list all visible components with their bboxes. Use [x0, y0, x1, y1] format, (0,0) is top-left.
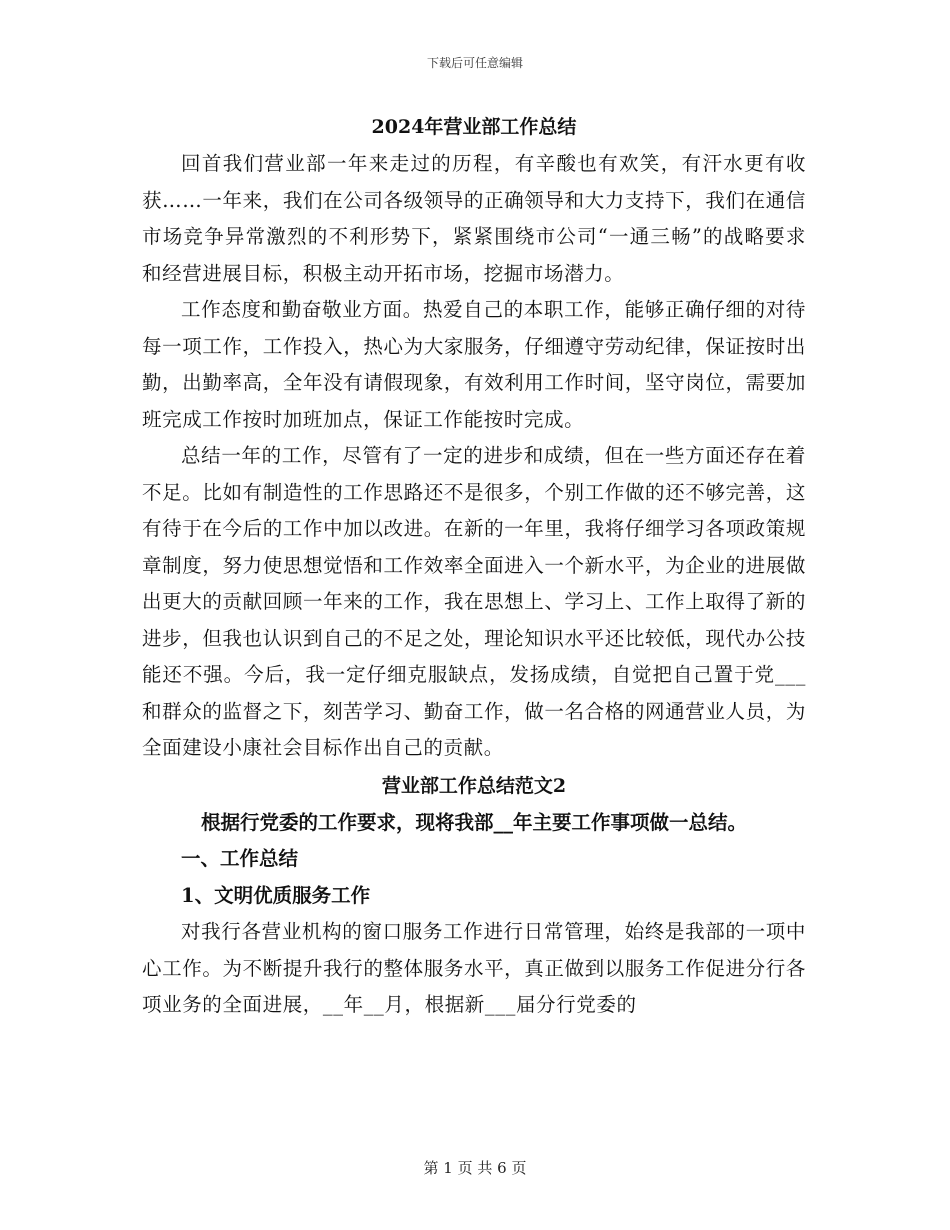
document-body	[142, 108, 806, 1024]
section2-intro: 根据行党委的工作要求，现将我部__年主要工作事项做一总结。	[200, 810, 747, 834]
page-header-note: 下载后可任意编辑	[426, 56, 523, 70]
paragraph-summary: 总结一年的工作，尽管有了一定的进步和成绩，但在一些方面还存在着不足。比如有制造性的工作思路还不是很多，个别工作做的还不够完善，这有待于在今后的工作中加以改进。在新的一年里，我将仔细学习各项政策规章制度，努力使思想觉悟和工作效率全面进入一个新水平，为企业的进展做出更大的贡献回顾一年来的工作，我在思想上、学习上、工作上取得了新的进步，但我也认识到自己的不足之处，理论知识水平还比较低，现代办公技能还不强。今后，我一定仔细克服缺点，发扬成绩，自觉把自己置于党___和群众的监督之下，刻苦学习、勤奋工作，做一名合格的网通营业人员，为全面建设小康社会目标作出自己的贡献。	[142, 444, 806, 759]
section2-title: 营业部工作总结范文2	[381, 774, 567, 797]
paragraph-service-work: 对我行各营业机构的窗口服务工作进行日常管理，始终是我部的一项中心工作。为不断提升我行的整体服务水平，真正做到以服务工作促进分行各项业务的全面进展，__年__月，根据新___届分行党委的	[142, 920, 806, 1016]
section2-heading-1: 一、工作总结	[181, 847, 299, 870]
document-title: 2024年营业部工作总结	[371, 116, 577, 138]
page-footer: 第 1 页 共 6 页	[423, 1159, 527, 1177]
paragraph-intro: 回首我们营业部一年来走过的历程，有辛酸也有欢笑，有汗水更有收获……一年来，我们在公司各级领导的正确领导和大力支持下，我们在通信市场竞争异常激烈的不利形势下，紧紧围绕市公司“一通三畅”的战略要求和经营进展目标，积极主动开拓市场，挖掘市场潜力。	[142, 152, 806, 285]
paragraph-work-attitude: 工作态度和勤奋敬业方面。热爱自己的本职工作，能够正确仔细的对待每一项工作，工作投入，热心为大家服务，仔细遵守劳动纪律，保证按时出勤，出勤率高，全年没有请假现象，有效利用工作时间，坚守岗位，需要加班完成工作按时加班加点，保证工作能按时完成。	[142, 298, 806, 431]
section2-heading-2: 1、文明优质服务工作	[181, 883, 371, 907]
